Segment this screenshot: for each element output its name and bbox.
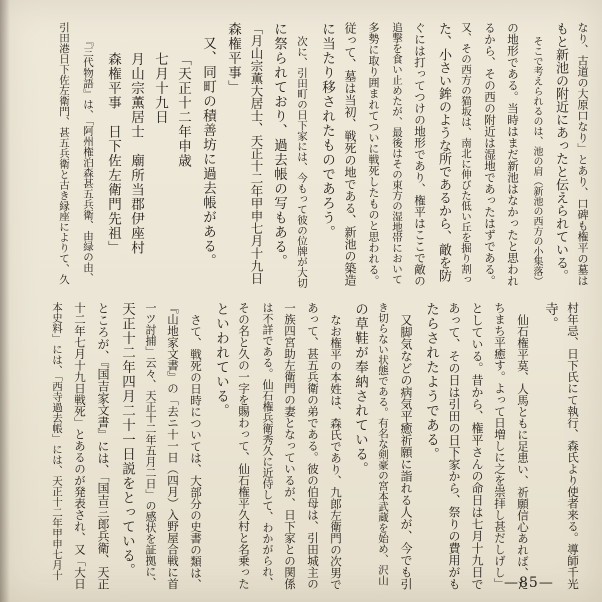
text-column: たらされたようである。 <box>423 302 439 462</box>
text-column: といわれている。 <box>213 302 229 418</box>
text-column: としている。昔から、権平さんの命日は七月十九日で <box>470 302 484 590</box>
text-column: 寺。 <box>542 302 558 331</box>
text-column: 『山地家文書』の「去ニ十一日（四月）入野屋合戦に首 <box>166 302 180 590</box>
text-column: 森権平事」 <box>225 22 241 95</box>
text-column: 「天正十二年申歳 <box>175 52 191 168</box>
text-column: に祭られており、過去帳の写もある。 <box>271 22 287 269</box>
text-column: 月山宗薫居士 廟所当郡伊座村 <box>128 52 144 255</box>
text-column: ところが、『国吉家文書』には、「国吉三郎兵衛、天正 <box>96 302 110 590</box>
text-column: なり、古道の大原口なり」とあり、口碑も権平の墓は <box>576 22 589 286</box>
text-column: の草鞋が奉納されている。 <box>352 302 368 476</box>
text-column: もと新池の附近にあったと伝えられている。 <box>553 22 568 282</box>
text-column: 従って、墓は当初、戦死の地である、新池の築造 <box>343 22 357 286</box>
page-number: —85— <box>504 575 554 591</box>
text-column: ぐには打ってつけの地形であり、権平はここで敵の <box>413 22 427 287</box>
text-column: た、小さい鉾のような所であるから、敵を防 <box>436 22 451 282</box>
text-column: 仙石権平莫、人馬ともに足患い、祈願信心あれば、た <box>516 314 530 590</box>
text-column: ちまち平癒す。よって日増しに之を崇拝し甚だしげし」 <box>493 302 507 590</box>
text-column: き切らない状態である。有名な剣豪の宮本武蔵を始め、沢山 <box>377 302 389 586</box>
text-column: 次に、引田町の日下家には、今もって彼の位牌が大切 <box>296 36 308 288</box>
text-column: その名と久の一字を賜わって、仙石権平久村と名乗った <box>237 302 251 590</box>
text-column: 森権平事 日下佐左衛門先祖」 <box>105 52 121 255</box>
text-column: 一族四宮助左衛門の妻となっているが、日下家との関係 <box>283 302 297 590</box>
text-column: 「月山宗薫大居士、天正十二年甲申七月十九日 <box>249 22 264 285</box>
text-column: あって、その日は引田の日下家から、祭りの費用がも <box>447 302 461 590</box>
text-column: 一ツ討捕」云々、天正十二年五月二日」の感状を証拠に、 <box>144 302 157 588</box>
text-column: 七月十九日 <box>152 52 168 125</box>
text-column: 村年忌、日下氏にて執行、森氏より使者来る。導師千光 <box>566 302 580 590</box>
text-column: に当たり移されたものであろう。 <box>319 22 335 240</box>
text-column: は不詳である。仙石権兵衛秀久に近侍して、わかがられ、 <box>261 302 274 588</box>
text-column: 天正十二年四月二十一日説をとっている。 <box>119 302 135 578</box>
text-column: の地形である。当時はまだ新池はなかったと思われ <box>506 22 520 287</box>
text-column: 追撃を食い止めたが、最後はその東方の湿地帯において <box>391 22 403 285</box>
text-column: 本史料」には、「西寺過去帳」には、天正十二年甲申七月十 <box>51 302 63 581</box>
text-column: 又、その西方の猫坂は、南北に伸びた低い丘を掘り割っ <box>460 22 472 285</box>
text-column: 又脚気などの病気平癒祈願に詣れる人が、今でも引 <box>399 314 413 590</box>
text-column: 多勢に取り囲まれてついに戦死したものと思われる。 <box>367 22 380 286</box>
text-column: なお権平の本姓は、森氏であり、九郎左衛門の次男で <box>329 314 343 590</box>
text-column: るから、その西の附近は湿地であったはずである。 <box>483 22 497 287</box>
text-column: そこで考えられるのは、池の肩（新池の西方の小集落） <box>531 36 542 286</box>
text-column: 又、同町の積善坊に過去帳がある。 <box>200 36 216 268</box>
text-column: あって、甚五兵衛の弟である。彼の伯母は、引田城主の <box>306 302 320 590</box>
text-column: さて、戦死の日時については、大部分の史書の類は、 <box>189 314 203 590</box>
text-column: 引田港日下佐左衛門、甚五兵衛と古き縁座によりて、久 <box>58 22 70 285</box>
text-column: 十二年七月十九日戦死」とあるのが発表され、又「大日 <box>73 302 87 590</box>
text-column: 『三代物語』は、「阿州権泊森甚五兵衛、由緑の由、 <box>82 36 94 283</box>
